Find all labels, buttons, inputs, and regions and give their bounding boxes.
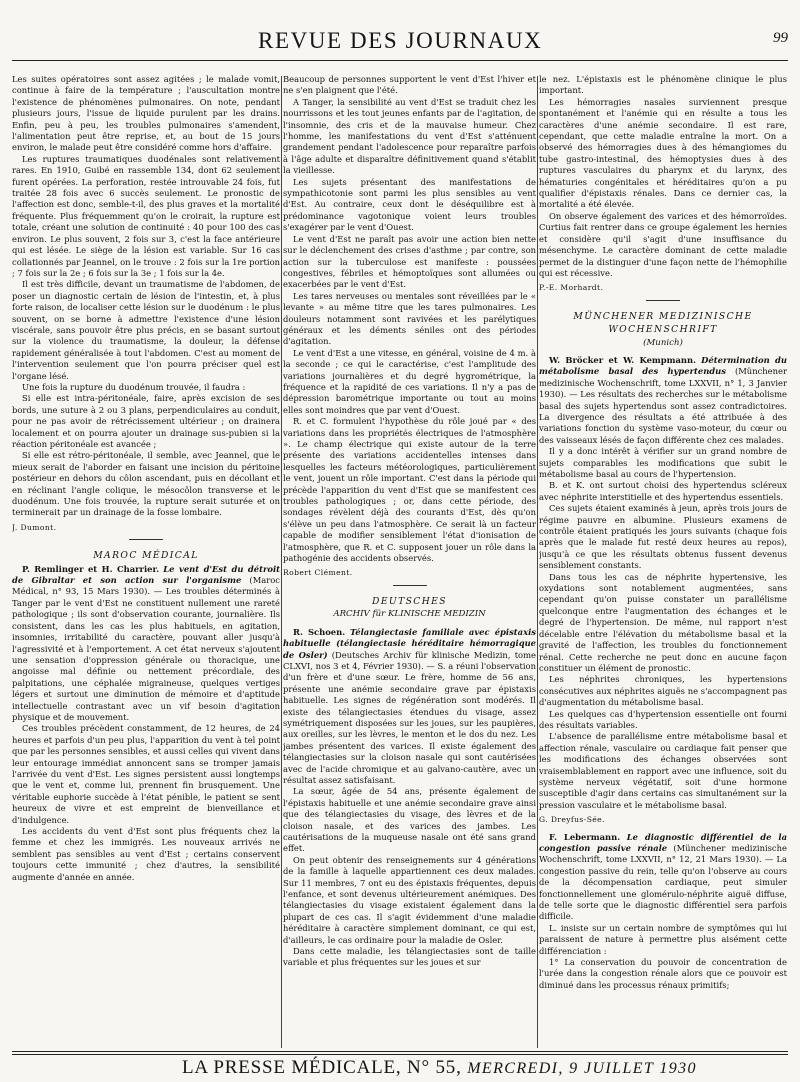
article-lead-paragraph — [283, 627, 536, 787]
paragraph: Les hémorragies nasales surviennent presque spontanément et l'anémie qui en résulte a tous les caractères d'une anémie secondaire. Il est rare, cependant, que cette maladie entraîne la mort. On a observé des hémorragies dues à des hémangiomes du tube gastro-intestinal, des hémoptysies dues à des ruptures vasculaires du pharynx et du larynx, des hématuries congénitales et héréditaires qu'on a pu qualifier d'épistaxis rénales. Dans ce dernier cas, la mortalité a été élevée. — [539, 96, 787, 210]
article-author: F. Lebermann. — [549, 831, 621, 842]
footer-rule — [12, 1054, 788, 1055]
article-signature: J. Dumont. — [12, 522, 57, 532]
paragraph: On peut obtenir des renseignements sur 4 générations de la famille à laquelle appartiennent ces deux malades. Sur 11 membres, 7 ont eu des épistaxis fréquentes, depuis l'enfance, et sont devenus ultérieurement anémiques. Des télangiectasies du visage existaient également dans la plupart de ces cas. Il s'agit évidemment d'une maladie héréditaire à caractère simplement dominant, ce qui est, d'ailleurs, le cas ordinaire pour la maladie de Osler. — [283, 854, 536, 945]
paragraph: Les sujets présentant des manifestations de sympathicotonie sont parmi les plus sensibles au vent d'Est. Au contraire, ceux dont le déséquilibre est à prédominance vagotonique voient leurs troubles s'exagérer par le vent d'Ouest. — [283, 176, 536, 233]
paragraph: Il est très difficile, devant un traumatisme de l'abdomen, de poser un diagnostic certain de lésion de l'intestin, et, à plus forte raison, de localiser cette lésion sur le duodénum : le plus souvent, on se borne à admettre l'existence d'une lésion viscérale, sans pouvoir être plus précis, en se basant surtout sur la violence du traumatisme, la douleur, la défense rapidement généralisée à tout l'abdomen. C'est au moment de l'intervention seulement que l'on pourra préciser quel est l'organe lésé. — [12, 279, 280, 381]
paragraph: Dans tous les cas de néphrite hypertensive, les oxydations sont notablement augmentées, sans cependant qu'on puisse constater un parallélisme quelconque entre l'augmentation des échanges et le degré de l'hypertension. De même, nul rapport n'est décelable entre l'élévation du métabolisme basal et la gravité de l'affection, les troubles du fonctionnement rénal. Cette recherche ne peut donc en aucune façon constituer un élément de pronostic. — [539, 571, 787, 673]
page-footer — [12, 1049, 788, 1079]
paragraph: Les tares nerveuses ou mentales sont réveillées par le « levante » au même titre que les tares pulmonaires. Les douleurs notamment sont ravivées et les parélytiques généraux et les déments séniles ont des périodes d'agitation. — [283, 290, 536, 347]
paragraph: Les ruptures traumatiques duodénales sont relativement rares. En 1910, Guibé en rassemble 134, dont 62 seulement furent opérées. La perforation, restée introuvable 24 fois, fut traitée 28 fois avec 6 succès seulement. Le pronostic de l'affection est donc, semble-t-il, des plus graves et la mortalité fréquente. Plus fréquemment qu'on le croirait, la rupture est totale, créant une solution de continuité : 40 pour 100 des cas environ. Le plus souvent, 2 fois sur 3, c'est la face antérieure qui est lésée. Le siège de la lésion est variable. Sur 16 cas collationnés par Jeannel, on le trouve : 2 fois sur la 1re portion ; 7 fois sur la 2e ; 6 fois sur la 3e ; 1 fois sur la 4e. — [12, 153, 280, 278]
article-lead-paragraph — [12, 564, 280, 724]
divider — [129, 539, 163, 540]
article-text: (Münchener medizinische Wochenschrift, tome LXXVII, n° 1, 3 Janvier 1930). — Les résultats des recherches sur le métabolisme basal des sujets hypertendus sont assez contradictoires. La divergence des résultats a été attribuée à des variations fonction du système vaso-moteur, du cœur ou des vaisseaux lésés de façon différente chez ces malades. — [539, 366, 787, 445]
journal-section-heading-line2: WOCHENSCHRIFT — [608, 324, 718, 336]
journal-section-heading: DEUTSCHES — [372, 595, 447, 607]
article-text: (Maroc Médical, n° 93, 15 Mars 1930). — Les troubles déterminés à Tanger par le vent d'Est ne constituent nullement une rareté pathologique ; ils sont d'observation courante, journalière. Ils consistent, dans les cas les plus habituels, en agitation, insomnies, irritabilité du caractère, pouvant aller jusqu'à l'agressivité et à l'emportement. A cet état nerveux s'ajoutent une sensation d'oppression générale ou thoracique, une angoisse mal définie ou nettement précordiale, des palpitations, une céphalée migraineuse, quelques vertiges légers et surtout une diminution de mémoire et d'aptitude intellectuelle contrastant avec un vif besoin d'agitation physique et de mouvement. — [12, 575, 280, 722]
paragraph: Il y a donc intérêt à vérifier sur un grand nombre de sujets comparables les modifications que subit le métabolisme basal au cours de l'hypertension. — [539, 446, 787, 479]
article-author: W. Bröcker et W. Kempmann. — [549, 354, 697, 365]
paragraph: Le vent d'Est a une vitesse, en général, voisine de 4 m. à la seconde ; ce qui le caractérise, c'est l'amplitude des variations journalières et du degré hygrométrique, la fréquence et la rapidité de ces variations. Il n'y a pas de dépression barométrique importante ou tout au moins elles sont moindres que par vent d'Ouest. — [283, 347, 536, 415]
paragraph: R. et C. formulent l'hypothèse du rôle joué par « des variations dans les propriétés électriques de l'atmosphère ». Le champ électrique qui existe autour de la terre présente des variations accidentelles intenses dans lesquelles les facteurs météorologiques, particulièrement le vent, jouent un rôle important. C'est dans la période qui précède l'apparition du vent d'Est que se manifestent ces troubles pathologiques ; or, dans cette période, des sondages révèlent déjà des courants d'Est, dès qu'on s'élève un peu dans l'atmosphère. Ce serait là un facteur capable de modifier sensiblement l'état d'ionisation de l'atmosphère, que R. et C. supposent jouer un rôle dans la pathogénie des accidents observés. — [283, 416, 536, 564]
article-title: Le diagnostic différentiel de la congestion passive rénale — [539, 831, 787, 853]
column-divider — [537, 76, 538, 1048]
header-rule — [12, 60, 788, 61]
journal-section-subheading: (Munich) — [643, 337, 683, 348]
paragraph: Les quelques cas d'hypertension essentielle ont fourni des résultats variables. — [539, 708, 787, 730]
article-title: Le vent d'Est du détroit de Gibraltar et son action sur l'organisme — [12, 563, 280, 586]
paragraph: Dans cette maladie, les télangiectasies sont de taille variable et plus fréquentes sur les joues et sur — [283, 946, 536, 968]
journal-section-heading: MAROC MÉDICAL — [93, 550, 199, 562]
paragraph: Ces sujets étaient examinés à jeun, après trois jours de régime pauvre en albumine. Plusieurs examens de contrôle étaient pratiqués les jours suivants (chaque fois après que le malade fut resté deux heures au repos), jusqu'à ce que les résultats obtenus fussent devenus sensiblement constants. — [539, 503, 787, 571]
article-author: P. Remlinger et H. Charrier. — [22, 563, 160, 574]
article-signature: G. Dreyfus-Sée. — [539, 815, 605, 825]
article-signature: Robert Clément. — [283, 568, 353, 578]
footer-masthead — [182, 1057, 697, 1079]
article-columns — [12, 64, 786, 1044]
paragraph: B. et K. ont surtout choisi des hypertendus scléreux avec néphrite interstitielle et des hypertendus essentiels. — [539, 480, 787, 502]
page-number: 99 — [773, 30, 788, 46]
paragraph: Ces troubles précèdent constamment, de 12 heures, de 24 heures et parfois d'un peu plus, l'apparition du vent à tel point que par les personnes sensibles, et aussi celles qui vivent dans leur entourage immédiat annoncent sans se tromper jamais l'arrivée du vent d'Est. Les signes persistent aussi longtemps que le vent et, comme lui, prennent fin brusquement. Une véritable euphorie succède à l'état pénible, le patient se sent heureux de vivre et est empreint de bienveillance et d'indulgence. — [12, 723, 280, 825]
column-divider — [281, 76, 282, 1048]
paragraph: Si elle est rétro-péritonéale, il semble, avec Jeannel, que le mieux serait de l'aborder en faisant une incision du péritoine postérieur en dehors du côlon ascendant, puis en décollant et en réclinant l'angle colique, le mésocôlon transverse et le duodénum. Une fois trouvée, la rupture serait suturée et on terminerait par un drainage de la fosse lombaire. — [12, 450, 280, 518]
article-author: R. Schoen. — [293, 626, 346, 637]
divider — [646, 300, 680, 301]
article-signature: P.-E. Morhardt. — [539, 283, 604, 293]
paragraph: Le vent d'Est ne paraît pas avoir une action bien nette sur le déclenchement des crises d'asthme ; par contre, son action sur la tuberculose est manifeste : poussées congestives, fébriles et hémoptoïques sont allumées ou exacerbées par le vent d'Est. — [283, 233, 536, 290]
journal-section-title: REVUE DES JOURNAUX — [258, 28, 543, 53]
column-1 — [12, 64, 280, 1048]
article-title: Télangiectasie familiale avec épistaxis habituelle (télangiectasie héréditaire hémorragique de Osler) — [283, 626, 536, 660]
footer-date: MERCREDI, 9 JUILLET 1930 — [467, 1060, 697, 1077]
article-text: (Deutsches Archiv für klinische Medizin, tome CLXVI, nos 3 et 4, Février 1930). — S. a réuni l'observation d'un frère et d'une sœur. Le frère, homme de 56 ans, présente une anémie secondaire grave par épistaxis habituelle. Les signes de régénération sont modérés. Il existe des télangiectasies étendues du visage, assez symétriquement disposées sur les joues, sur les paupières, aux oreilles, sur les lèvres, le menton et le dos du nez. Les jambes présentent des varices. Il existe également des télangiectasies sur la cloison nasale qui sont cautérisées avec de l'acide chromique et au galvano-cautère, avec un résultat assez satisfaisant. — [283, 649, 536, 785]
journal-section-heading: MÜNCHENER MEDIZINISCHE — [573, 310, 753, 322]
page-header — [258, 28, 788, 56]
footer-rule — [12, 1051, 788, 1052]
footer-journal-issue: LA PRESSE MÉDICALE, N° 55, — [182, 1057, 462, 1078]
journal-section-subheading: ARCHIV für KLINISCHE MEDIZIN — [333, 609, 486, 620]
paragraph: La sœur, âgée de 54 ans, présente également de l'épistaxis habituelle et une anémie secondaire grave ainsi que des télangiectasies du visage, des lèvres et de la cloison nasale, et des varices des jambes. Les cautérisations de la muqueuse nasale ont été sans grand effet. — [283, 786, 536, 854]
paragraph: Les accidents du vent d'Est sont plus fréquents chez la femme et chez les immigrés. Les nouveaux arrivés ne semblent pas sensibles au vent d'Est ; certains conservent toujours cette immunité ; chez d'autres, la sensibilité augmente d'année en année. — [12, 826, 280, 882]
paragraph: Beaucoup de personnes supportent le vent d'Est l'hiver et ne s'en plaignent que l'été. — [283, 74, 536, 96]
paragraph: 1° La conservation du pouvoir de concentration de l'urée dans la congestion rénale alors que ce pouvoir est diminué dans les processus rénaux primitifs; — [539, 957, 787, 990]
paragraph: A Tanger, la sensibilité au vent d'Est se traduit chez les nourrissons et les tout jeunes enfants par de l'agitation, de l'insomnie, des cris et de la mauvaise humeur. Chez l'homme, les manifestations du vent d'Est s'atténuent grandement pendant l'adolescence pour reparaître parfois à l'âge adulte et disparaître définitivement quand s'établit la vieillesse. — [283, 96, 536, 176]
paragraph: L'absence de parallélisme entre métabolisme basal et affection rénale, vasculaire ou cardiaque fait penser que les modifications des échanges observées sont vraisemblablement en rapport avec une influence, soit du système nerveux végétatif, soit d'une hormone susceptible d'agir dans certains cas simultanément sur la pression vasculaire et le métabolisme basal. — [539, 731, 787, 810]
divider — [393, 585, 427, 586]
article-text: (Münchener medizinische Wochenschrift, tome LXXVII, n° 12, 21 Mars 1930). — La congestion passive du rein, telle qu'on l'observe au cours de la décompensation cardiaque, peut simuler fonctionnellement une glomérulo-néphrite aiguë diffuse, de telle sorte que le diagnostic différentiel sera parfois difficile. — [539, 843, 787, 922]
paragraph: Les néphrites chroniques, les hypertensions consécutives aux néphrites aiguës ne s'accompagnent pas d'augmentation du métabolisme basal. — [539, 674, 787, 708]
article-title: Détermination du métabolisme basal des hypertendus — [539, 354, 787, 377]
article-lead-paragraph — [539, 355, 787, 446]
column-2 — [283, 64, 536, 1048]
paragraph: Si elle est intra-péritonéale, faire, après excision de ses bords, une suture à 2 ou 3 plans, perpendiculaires au conduit, pour ne pas avoir de rétrécissement ultérieur ; on drainera localement et on pourra ajouter un drainage sus-pubien si la réaction péritonéale est avancée ; — [12, 393, 280, 449]
article-lead-paragraph — [539, 832, 787, 923]
paragraph: le nez. L'épistaxis est le phénomène clinique le plus important. — [539, 74, 787, 96]
paragraph: On observe également des varices et des hémorroïdes. Curtius fait rentrer dans ce groupe également les hernies et considère qu'il s'agit d'une insuffisance du mésenchyme. Le caractère dominant de cette maladie permet de la distinguer d'une façon nette de l'hémophilie qui est récessive. — [539, 210, 787, 278]
paragraph: Une fois la rupture du duodénum trouvée, il faudra : — [22, 381, 246, 392]
paragraph: L. insiste sur un certain nombre de symptômes qui lui paraissent de nature à permettre plus aisément cette différenciation : — [539, 922, 787, 956]
paragraph: Les suites opératoires sont assez agitées ; le malade vomit, continue à faire de la température ; l'auscultation montre l'existence de phénomènes pulmonaires. On note, pendant plusieurs jours, l'issue de liquide purulent par les drains. Enfin, peu à peu, les troubles pulmonaires s'amendent, l'alimentation peut être reprise, et, au bout de 15 jours environ, le malade peut être considéré comme hors d'affaire. — [12, 74, 280, 153]
column-3 — [539, 64, 787, 1048]
